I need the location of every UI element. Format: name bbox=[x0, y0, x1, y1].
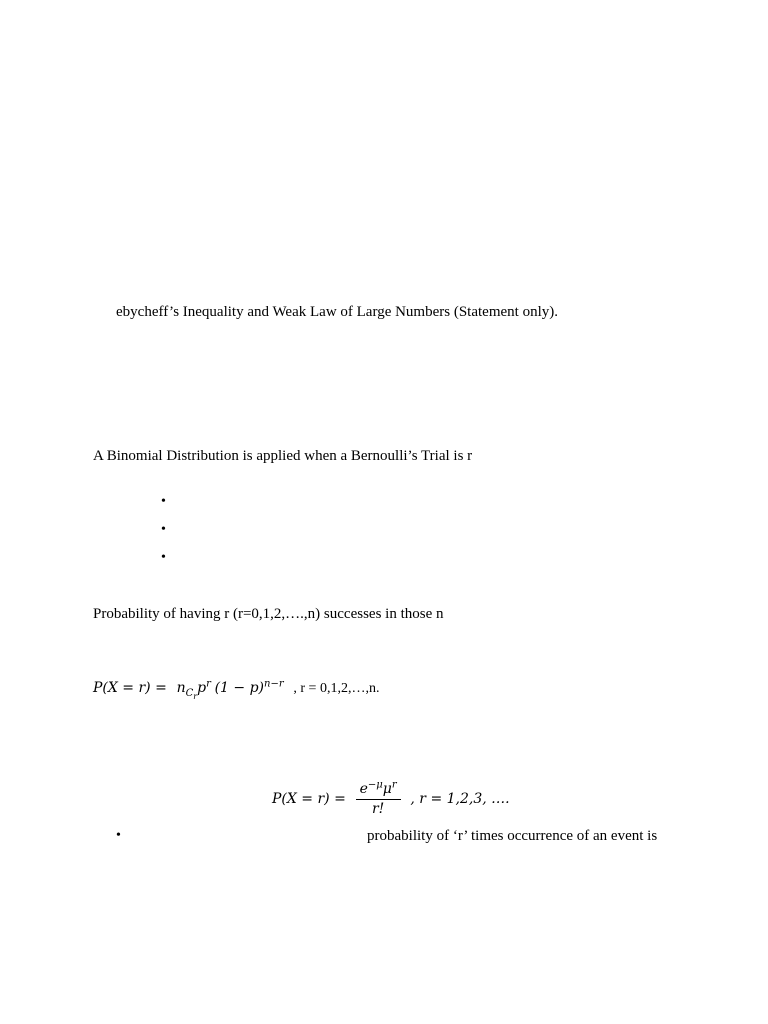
last-line: probability of ‘r’ times occurrence of an event is bbox=[367, 828, 658, 844]
binomial-r-sub: r bbox=[193, 691, 198, 701]
poisson-lhs: P(X = r) = bbox=[272, 791, 346, 807]
bullet-2: • bbox=[161, 522, 166, 537]
poisson-r-sup: r bbox=[391, 779, 397, 791]
binomial-n: n bbox=[176, 680, 186, 696]
bullet-1: • bbox=[161, 494, 166, 509]
binomial-lhs: P(X = r) = bbox=[93, 680, 167, 696]
poisson-formula bbox=[272, 781, 510, 817]
binomial-n-minus-r: n−r bbox=[264, 678, 284, 690]
poisson-numerator bbox=[356, 781, 401, 800]
poisson-mu: μ bbox=[382, 781, 392, 797]
poisson-exp: −μ bbox=[367, 779, 383, 791]
binomial-one-minus-p: (1 − p) bbox=[214, 680, 265, 696]
poisson-e: e bbox=[359, 781, 368, 797]
binomial-range: , r = 0,1,2,…,n. bbox=[293, 681, 380, 696]
binomial-formula bbox=[93, 678, 380, 701]
poisson-fraction bbox=[356, 781, 401, 817]
binomial-p: p bbox=[197, 680, 207, 696]
probability-line: Probability of having r (r=0,1,2,….,n) successes in those n bbox=[93, 606, 444, 622]
last-bullet: • bbox=[116, 828, 121, 843]
binomial-q-term bbox=[215, 680, 284, 696]
binomial-r-sup: r bbox=[206, 678, 211, 690]
binomial-c: C bbox=[185, 687, 194, 699]
binomial-ncr bbox=[176, 680, 198, 701]
poisson-range: , r = 1,2,3, …. bbox=[410, 791, 510, 807]
poisson-denominator: r! bbox=[371, 801, 385, 817]
binomial-p-term bbox=[197, 680, 211, 696]
binomial-intro: A Binomial Distribution is applied when a Bernoulli’s Trial is r bbox=[93, 448, 473, 464]
bullet-3: • bbox=[161, 550, 166, 565]
heading-line: ebycheff’s Inequality and Weak Law of Large Numbers (Statement only). bbox=[116, 304, 558, 320]
